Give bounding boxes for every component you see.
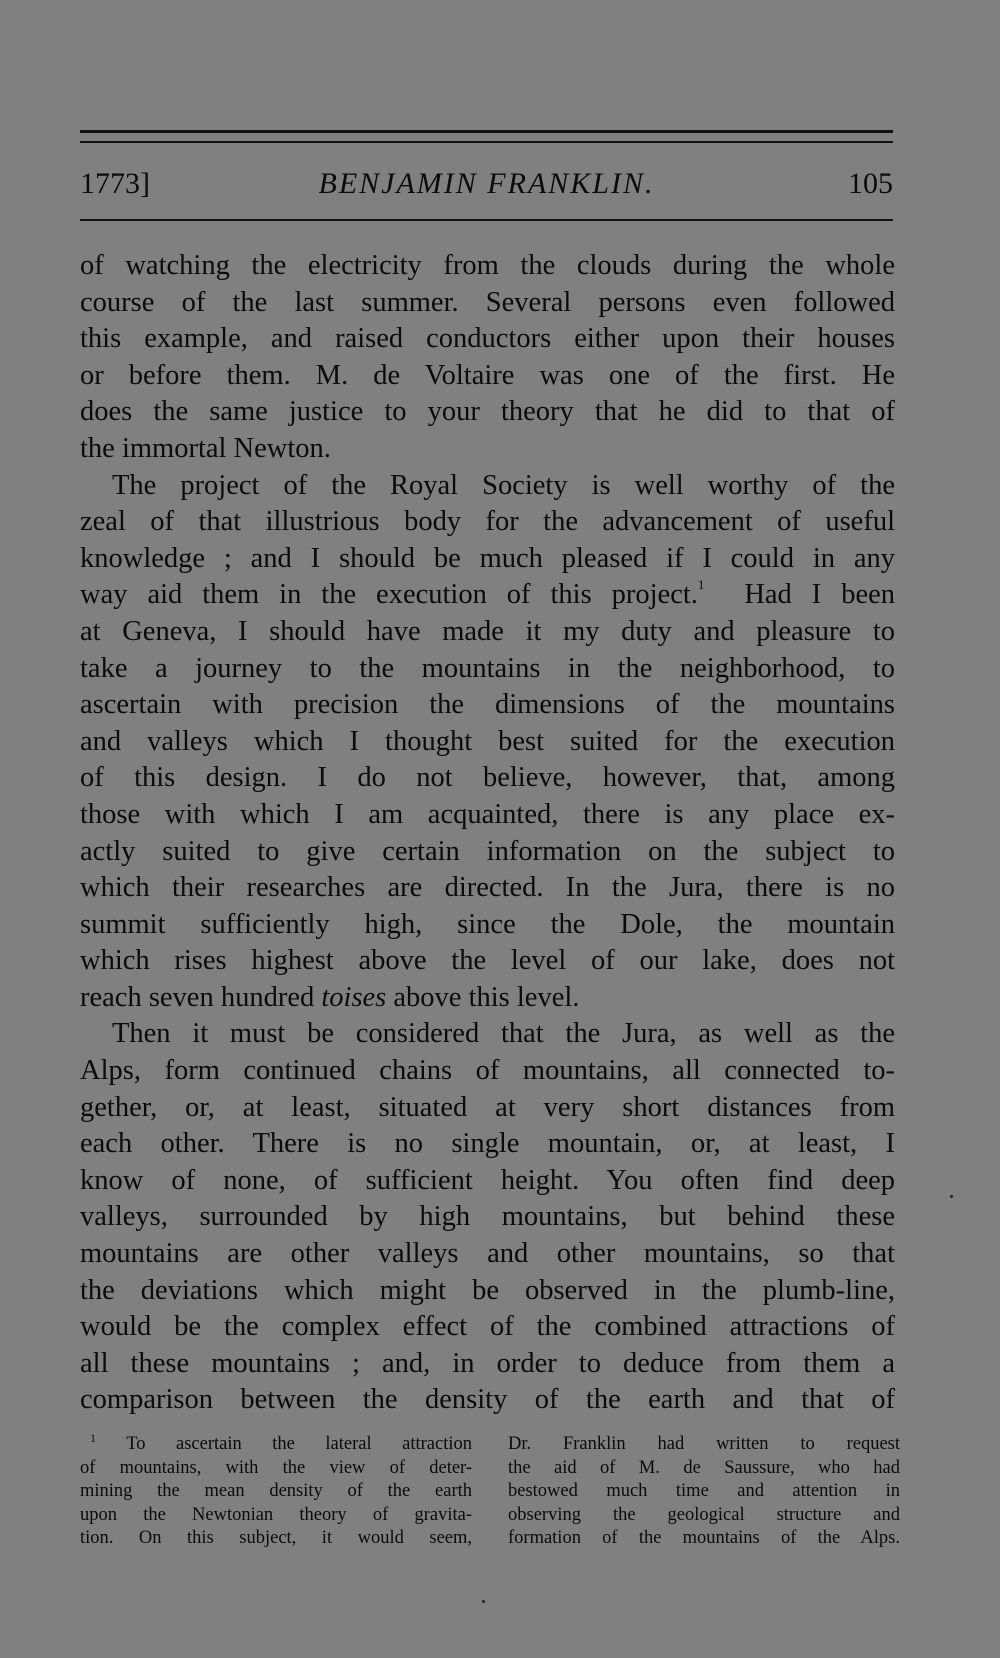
paragraph-1 <box>80 248 895 468</box>
text-line: knowledge ; and I should be much pleased if I could in any <box>80 542 895 574</box>
footnote-line: upon the Newtonian theory of gravita- <box>80 1504 472 1525</box>
text-line: The project of the Royal Society is well worthy of the <box>112 469 895 501</box>
text-line: summit sufficiently high, since the Dole, the mountain <box>80 908 895 940</box>
footnote-text: To ascertain the lateral attraction <box>126 1434 472 1454</box>
text-segment: Had I been <box>744 579 895 611</box>
text-line: of watching the electricity from the clouds during the whole <box>80 250 895 281</box>
footnote-marker: 1 <box>90 1431 96 1445</box>
footnote-reference: 1 <box>697 577 705 593</box>
header-rule <box>80 219 893 221</box>
text-line: actly suited to give certain information on the subject to <box>80 835 895 867</box>
page-number: 105 <box>848 167 893 200</box>
scan-speck <box>482 1600 485 1603</box>
text-line: or before them. M. de Voltaire was one of the first. He <box>80 359 895 391</box>
text-line: the immortal Newton. <box>80 432 331 464</box>
text-segment: way aid them in the execution of this project. <box>80 579 698 611</box>
text-line: each other. There is no single mountain, or, at least, I <box>80 1128 895 1160</box>
text-line: this example, and raised conductors either upon their houses <box>80 323 895 355</box>
footnote-line: the aid of M. de Saussure, who had <box>508 1457 900 1478</box>
text-line: and valleys which I thought best suited for the execution <box>80 725 895 757</box>
text-line: Alps, form continued chains of mountains, all connected to- <box>80 1055 895 1087</box>
text-line-with-footnote <box>80 577 895 614</box>
text-line: would be the complex effect of the combined attractions of <box>80 1311 895 1343</box>
text-line: valleys, surrounded by high mountains, but behind these <box>80 1201 895 1233</box>
text-line: which rises highest above the level of our lake, does not <box>80 945 895 977</box>
top-double-rule-lower <box>80 141 893 143</box>
body-text <box>80 248 895 1419</box>
text-line: Then it must be considered that the Jura, as well as the <box>112 1018 895 1050</box>
footnote-line: bestowed much time and attention in <box>508 1481 900 1501</box>
footnote-column-left <box>80 1433 472 1551</box>
text-line: which their researches are directed. In the Jura, there is no <box>80 872 895 904</box>
text-line: take a journey to the mountains in the neighborhood, to <box>80 652 895 684</box>
paragraph-3 <box>80 1016 895 1419</box>
text-line: the deviations which might be observed in the plumb-line, <box>80 1274 895 1306</box>
text-line: gether, or, at least, situated at very short distances from <box>80 1091 895 1123</box>
text-line: all these mountains ; and, in order to deduce from them a <box>80 1347 895 1379</box>
text-line: mountains are other valleys and other mountains, so that <box>80 1238 895 1270</box>
footnote-line: observing the geological structure and <box>508 1504 900 1525</box>
text-line: course of the last summer. Several persons even followed <box>80 286 895 318</box>
text-line: those with which I am acquainted, there is any place ex- <box>80 798 895 830</box>
italic-word: toises <box>321 981 387 1013</box>
text-segment: above this level. <box>393 981 580 1013</box>
text-line: ascertain with precision the dimensions of the mountains <box>80 689 895 721</box>
running-head-title: BENJAMIN FRANKLIN. <box>318 167 655 200</box>
running-head-year: 1773] <box>80 167 150 200</box>
footnote-line: formation of the mountains of the Alps. <box>508 1528 900 1548</box>
footnote-line <box>80 1433 472 1457</box>
paragraph-2 <box>80 468 895 1017</box>
footnote-line: of mountains, with the view of deter- <box>80 1457 472 1478</box>
footnote-line: tion. On this subject, it would seem, <box>80 1528 472 1548</box>
text-line: does the same justice to your theory that he did to that of <box>80 396 895 428</box>
text-line: know of none, of sufficient height. You often find deep <box>80 1164 895 1196</box>
text-line: of this design. I do not believe, however, that, among <box>80 762 895 794</box>
text-line-with-italic <box>80 980 895 1017</box>
text-line: zeal of that illustrious body for the advancement of useful <box>80 506 895 538</box>
footnote-line: mining the mean density of the earth <box>80 1481 472 1501</box>
text-line: comparison between the density of the earth and that of <box>80 1384 895 1416</box>
text-line: at Geneva, I should have made it my duty and pleasure to <box>80 615 895 647</box>
footnote-line: Dr. Franklin had written to request <box>508 1434 900 1454</box>
scan-speck <box>950 1195 953 1198</box>
footnote-column-right <box>508 1433 900 1551</box>
running-head <box>80 164 893 204</box>
text-segment: reach seven hundred <box>80 981 315 1013</box>
top-double-rule-upper <box>80 130 893 133</box>
